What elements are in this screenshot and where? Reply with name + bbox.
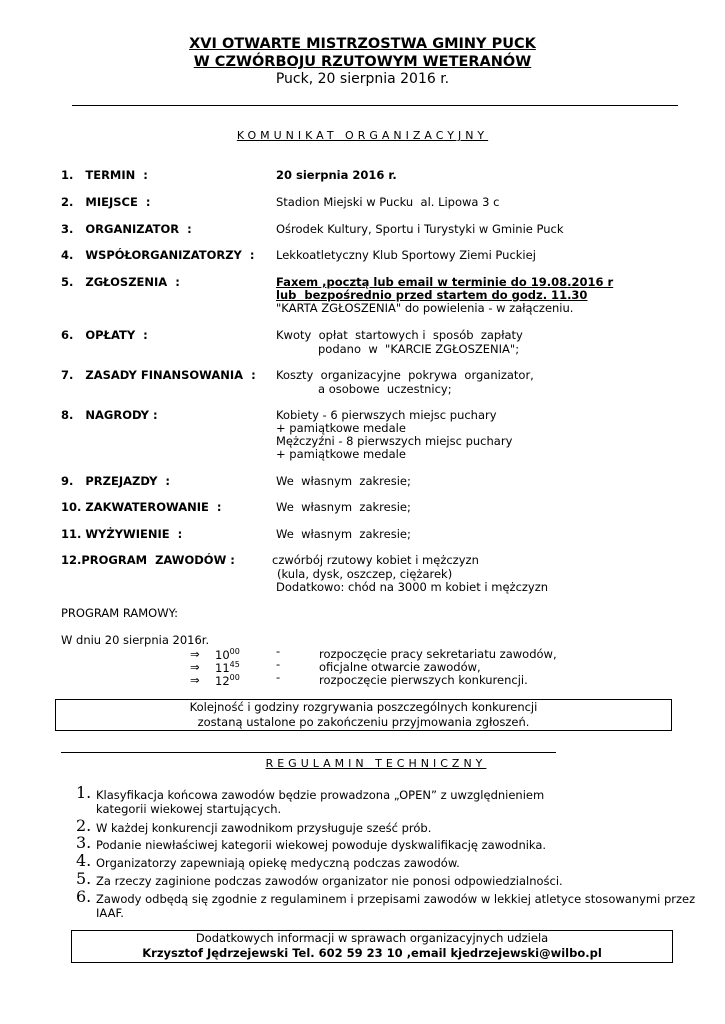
- schedule-time-2: $11^{45}$: [215, 660, 240, 675]
- rule-text-6-line-1: Zawody odbędą się zgodnie z regulaminem i przepisami zawodów w lekkiej atletyce stosowanymi przez: [96, 892, 696, 906]
- item-value-oplaty-line-2: podano w "KARCIE ZGŁOSZENIA";: [318, 342, 520, 356]
- program-note-line-1: Kolejność i godziny rozgrywania poszczególnych konkurencji: [189, 700, 538, 714]
- item-label-termin: 1. TERMIN :: [61, 168, 148, 182]
- item-value-wyzywienie: We własnym zakresie;: [276, 527, 411, 541]
- item-value-zasady-line-1: Koszty organizacyjne pokrywa organizator,: [276, 368, 534, 382]
- rule-number-6: 6.: [76, 887, 92, 906]
- schedule-dash-2: -: [276, 657, 281, 671]
- schedule-dash-3: -: [276, 670, 281, 684]
- item-label-zgloszenia: 5. ZGŁOSZENIA :: [61, 275, 180, 289]
- item-label-oplaty: 6. OPŁATY :: [61, 328, 148, 342]
- item-value-przejazdy: We własnym zakresie;: [276, 474, 411, 488]
- rule-text-2: W każdej konkurencji zawodnikom przysługuje sześć prób.: [96, 821, 432, 835]
- item-label-zakwaterowanie: 10. ZAKWATEROWANIE :: [61, 500, 222, 514]
- contact-line-2: Krzysztof Jędrzejewski Tel. 602 59 23 10 ,email kjedrzejewski@wilbo.pl: [142, 946, 602, 960]
- arrow-icon: ⇒: [190, 647, 200, 661]
- rule-text-4: Organizatorzy zapewniają opiekę medyczną podczas zawodów.: [96, 856, 460, 870]
- item-value-nagrody-line-1: Kobiety - 6 pierwszych miejsc puchary: [276, 408, 497, 422]
- rule-number-5: 5.: [76, 869, 92, 888]
- arrow-icon: ⇒: [190, 660, 200, 674]
- title-line-1: XVI OTWARTE MISTRZOSTWA GMINY PUCK: [189, 36, 536, 52]
- program-note-box: [55, 699, 672, 731]
- program-note-line-2: zostaną ustalone po zakończeniu przyjmowania zgłoszeń.: [197, 715, 530, 729]
- item-label-wspolorganizatorzy: 4. WSPÓŁORGANIZATORZY :: [61, 248, 255, 262]
- item-label-miejsce: 2. MIEJSCE :: [61, 195, 151, 209]
- item-value-program-line-2: (kula, dysk, oszczep, ciężarek): [277, 567, 453, 581]
- item-value-zgloszenia-line-3: "KARTA ZGŁOSZENIA" do powielenia - w załączeniu.: [276, 301, 574, 315]
- item-value-program-line-1: czwórbój rzutowy kobiet i mężczyzn: [272, 553, 479, 567]
- rule-text-1-line-1: Klasyfikacja końcowa zawodów będzie prowadzona „OPEN” z uwzględnieniem: [96, 788, 545, 802]
- regulamin-heading: REGULAMIN TECHNICZNY: [265, 757, 487, 770]
- rule-number-1: 1.: [76, 783, 92, 802]
- item-value-oplaty-line-1: Kwoty opłat startowych i sposób zapłaty: [276, 328, 523, 342]
- contact-line-1: Dodatkowych informacji w sprawach organizacyjnych udziela: [195, 931, 549, 945]
- item-value-nagrody-line-2: + pamiątkowe medale: [276, 421, 406, 435]
- komunikat-heading: KOMUNIKAT ORGANIZACYJNY: [236, 129, 489, 142]
- schedule-desc-1: rozpoczęcie pracy sekretariatu zawodów,: [319, 647, 557, 661]
- schedule-desc-3: rozpoczęcie pierwszych konkurencji.: [319, 673, 528, 687]
- item-label-zasady-finansowania: 7. ZASADY FINANSOWANIA :: [61, 368, 256, 382]
- rule-text-1-line-2: kategorii wiekowej startujących.: [96, 802, 282, 816]
- rule-number-2: 2.: [76, 816, 92, 835]
- rule-text-3: Podanie niewłaściwej kategorii wiekowej powoduje dyskwalifikację zawodnika.: [96, 838, 547, 852]
- rule-text-5: Za rzeczy zaginione podczas zawodów organizator nie ponosi odpowiedzialności.: [96, 874, 563, 888]
- regulamin-divider: [61, 752, 556, 753]
- rule-text-6-line-2: IAAF.: [96, 906, 124, 920]
- item-value-program-line-3: Dodatkowo: chód na 3000 m kobiet i mężczyzn: [276, 580, 549, 594]
- schedule-time-1: $10^{00}$: [215, 647, 240, 662]
- contact-box: [71, 930, 673, 963]
- item-value-miejsce: Stadion Miejski w Pucku al. Lipowa 3 c: [276, 195, 500, 209]
- subtitle: Puck, 20 sierpnia 2016 r.: [275, 71, 450, 87]
- program-date-line: W dniu 20 sierpnia 2016r.: [61, 633, 210, 647]
- item-value-termin: 20 sierpnia 2016 r.: [276, 168, 397, 182]
- item-value-zakwaterowanie: We własnym zakresie;: [276, 500, 411, 514]
- header-divider: [72, 105, 678, 106]
- item-value-wspolorganizatorzy: Lekkoatletyczny Klub Sportowy Ziemi Puckiej: [276, 248, 536, 262]
- rule-number-3: 3.: [76, 833, 92, 852]
- item-value-nagrody-line-4: + pamiątkowe medale: [276, 447, 406, 461]
- item-value-zgloszenia-line-2: lub bezpośrednio przed startem do godz. 11.30: [276, 288, 588, 302]
- rule-number-4: 4.: [76, 851, 92, 870]
- item-value-nagrody-line-3: Mężczyźni - 8 pierwszych miejsc puchary: [276, 434, 513, 448]
- item-label-organizator: 3. ORGANIZATOR :: [61, 222, 192, 236]
- schedule-time-3: $12^{00}$: [215, 673, 240, 688]
- item-label-wyzywienie: 11. WYŻYWIENIE :: [61, 527, 183, 541]
- arrow-icon: ⇒: [190, 673, 200, 687]
- title-line-2: W CZWÓRBOJU RZUTOWYM WETERANÓW: [193, 54, 532, 70]
- item-value-zasady-line-2: a osobowe uczestnicy;: [318, 382, 452, 396]
- item-label-przejazdy: 9. PRZEJAZDY :: [61, 474, 171, 488]
- item-label-program-zawodow: 12.PROGRAM ZAWODÓW :: [61, 553, 235, 567]
- schedule-dash-1: -: [276, 644, 281, 658]
- item-value-zgloszenia-line-1: Faxem ,pocztą lub email w terminie do 19.08.2016 r: [276, 275, 614, 289]
- item-value-organizator: Ośrodek Kultury, Sportu i Turystyki w Gminie Puck: [276, 222, 564, 236]
- item-label-nagrody: 8. NAGRODY :: [61, 408, 158, 422]
- program-heading: PROGRAM RAMOWY:: [61, 606, 178, 620]
- schedule-desc-2: oficjalne otwarcie zawodów,: [319, 660, 481, 674]
